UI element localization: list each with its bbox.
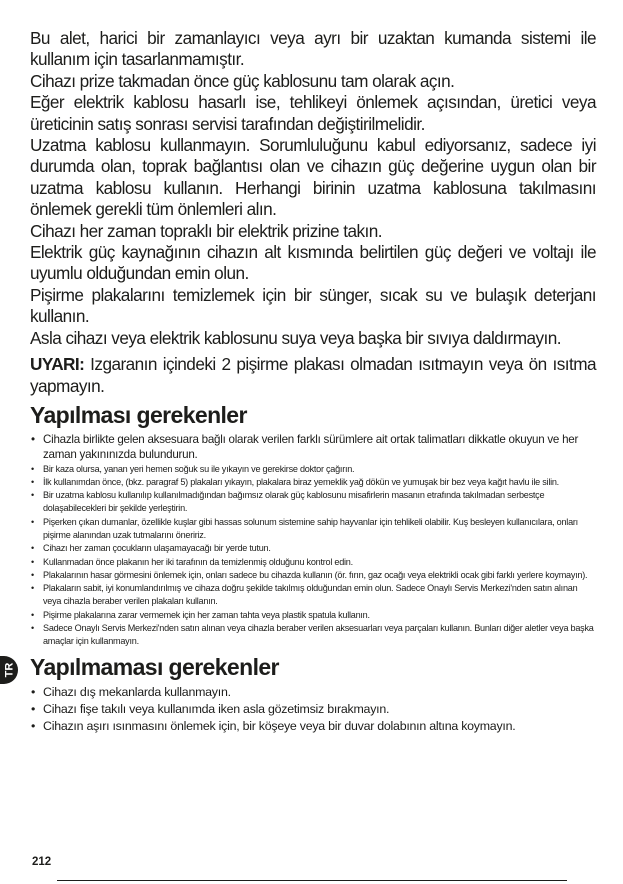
dos-list-item: • Plakalarının hasar görmesini önlemek için, onları sadece bu cihazda kullanın (ör. fırın, gaz ocağı veya elektrikli ocak gibi farklı yerlere koymayın). <box>30 569 596 582</box>
intro-paragraph: Uzatma kablosu kullanmayın. Sorumluluğunu kabul ediyorsanız, sadece iyi durumda olan, toprak bağlantısı olan ve cihazın güç değerine uygun olan bir uzatma kablosu kullanın. Herhangi birinin uzatma kablosuna takılmasını önlemek gerekli tüm önlemleri alın. <box>30 135 596 220</box>
language-tab <box>0 656 18 684</box>
document-page <box>30 28 596 736</box>
dos-list-item: • Bir kaza olursa, yanan yeri hemen soğuk su ile yıkayın ve gerekirse doktor çağırın. <box>30 463 596 476</box>
intro-paragraph: Cihazı her zaman topraklı bir elektrik prizine takın. <box>30 220 382 241</box>
warning-text: Izgaranın içindeki 2 pişirme plakası olmadan ısıtmayın veya ön ısıtma yapmayın. <box>30 354 596 396</box>
dos-list-item: • Plakaların sabit, iyi konumlandırılmış ve cihaza doğru şekilde takılmış olduğundan emin olun. Sadece Onaylı Servis Merkezi'nden satın alınan veya cihazla beraber verilen plakaları kullanın. <box>30 582 596 609</box>
dos-list-item: • Sadece Onaylı Servis Merkezi'nden satın alınan veya cihazla beraber verilen aksesuarları veya parçaları kullanın. Bunları diğer aletler veya başka amaçlar için kullanmayın. <box>30 622 596 649</box>
dos-list-item: • İlk kullanımdan önce, (bkz. paragraf 5) plakaları yıkayın, plakalara biraz yemeklik yağ dökün ve yumuşak bir bez veya kağıt havlu ile silin. <box>30 476 596 489</box>
intro-paragraph: Cihazı prize takmadan önce güç kablosunu tam olarak açın. <box>30 70 455 91</box>
donts-list-item: • Cihazın aşırı ısınmasını önlemek için, bir köşeye veya bir duvar dolabının altına koymayın. <box>30 718 596 735</box>
language-tab-label: TR <box>2 662 15 678</box>
donts-list-item: • Cihazı fişe takılı veya kullanımda iken asla gözetimsiz bırakmayın. <box>30 701 596 718</box>
intro-paragraph: Bu alet, harici bir zamanlayıcı veya ayrı bir uzaktan kumanda sistemi ile kullanım için tasarlanmamıştır. <box>30 28 596 70</box>
footer-divider <box>57 880 567 881</box>
dos-list-item: • Cihazla birlikte gelen aksesuara bağlı olarak verilen farklı sürümlere ait ortak talimatları dikkatle okuyun ve her zaman yakınınızda bulundurun. <box>30 432 596 463</box>
dos-list-item: • Cihazı her zaman çocukların ulaşamayacağı bir yerde tutun. <box>30 542 596 555</box>
donts-list-item: • Cihazı dış mekanlarda kullanmayın. <box>30 684 596 701</box>
dos-list <box>30 463 596 649</box>
dos-list-item: • Bir uzatma kablosu kullanılıp kullanılmadığından bağımsız olarak güç kablosunu misafirlerin masanın etrafında takılmadan serbestçe dolaşabilecekleri bir şekilde yerleştirin. <box>30 489 596 516</box>
intro-paragraph: Pişirme plakalarını temizlemek için bir sünger, sıcak su ve bulaşık deterjanı kullanın. <box>30 284 596 327</box>
warning-note <box>30 354 596 397</box>
dos-list-item: • Kullanmadan önce plakanın her iki tarafının da temizlenmiş olduğunu kontrol edin. <box>30 556 596 569</box>
dos-heading: Yapılması gerekenler <box>30 401 247 428</box>
intro-section <box>30 28 596 349</box>
warning-label: UYARI: <box>30 354 85 375</box>
intro-paragraph: Elektrik güç kaynağının cihazın alt kısmında belirtilen güç değeri ve voltajı ile uyumlu olduğundan emin olun. <box>30 242 596 284</box>
page-number: 212 <box>32 856 52 868</box>
dos-list-item: • Pişirme plakalarına zarar vermemek için her zaman tahta veya plastik spatula kullanın. <box>30 609 596 622</box>
intro-paragraph: Eğer elektrik kablosu hasarlı ise, tehlikeyi önlemek açısından, üretici veya üreticinin satış sonrası servisi tarafından değiştirilmelidir. <box>30 92 596 134</box>
donts-heading: Yapılmaması gerekenler <box>30 653 279 680</box>
intro-paragraph: Asla cihazı veya elektrik kablosunu suya veya başka bir sıvıya daldırmayın. <box>30 327 561 348</box>
dos-list-lead <box>30 432 596 463</box>
dos-list-item: • Pişerken çıkan dumanlar, özellikle kuşlar gibi hassas solunum sistemine sahip hayvanlar için tehlikeli olabilir. Kuş besleyen kullanıcılara, onları pişirme alanından uzak tutmalarını öneririz. <box>30 516 596 543</box>
donts-list <box>30 684 596 736</box>
